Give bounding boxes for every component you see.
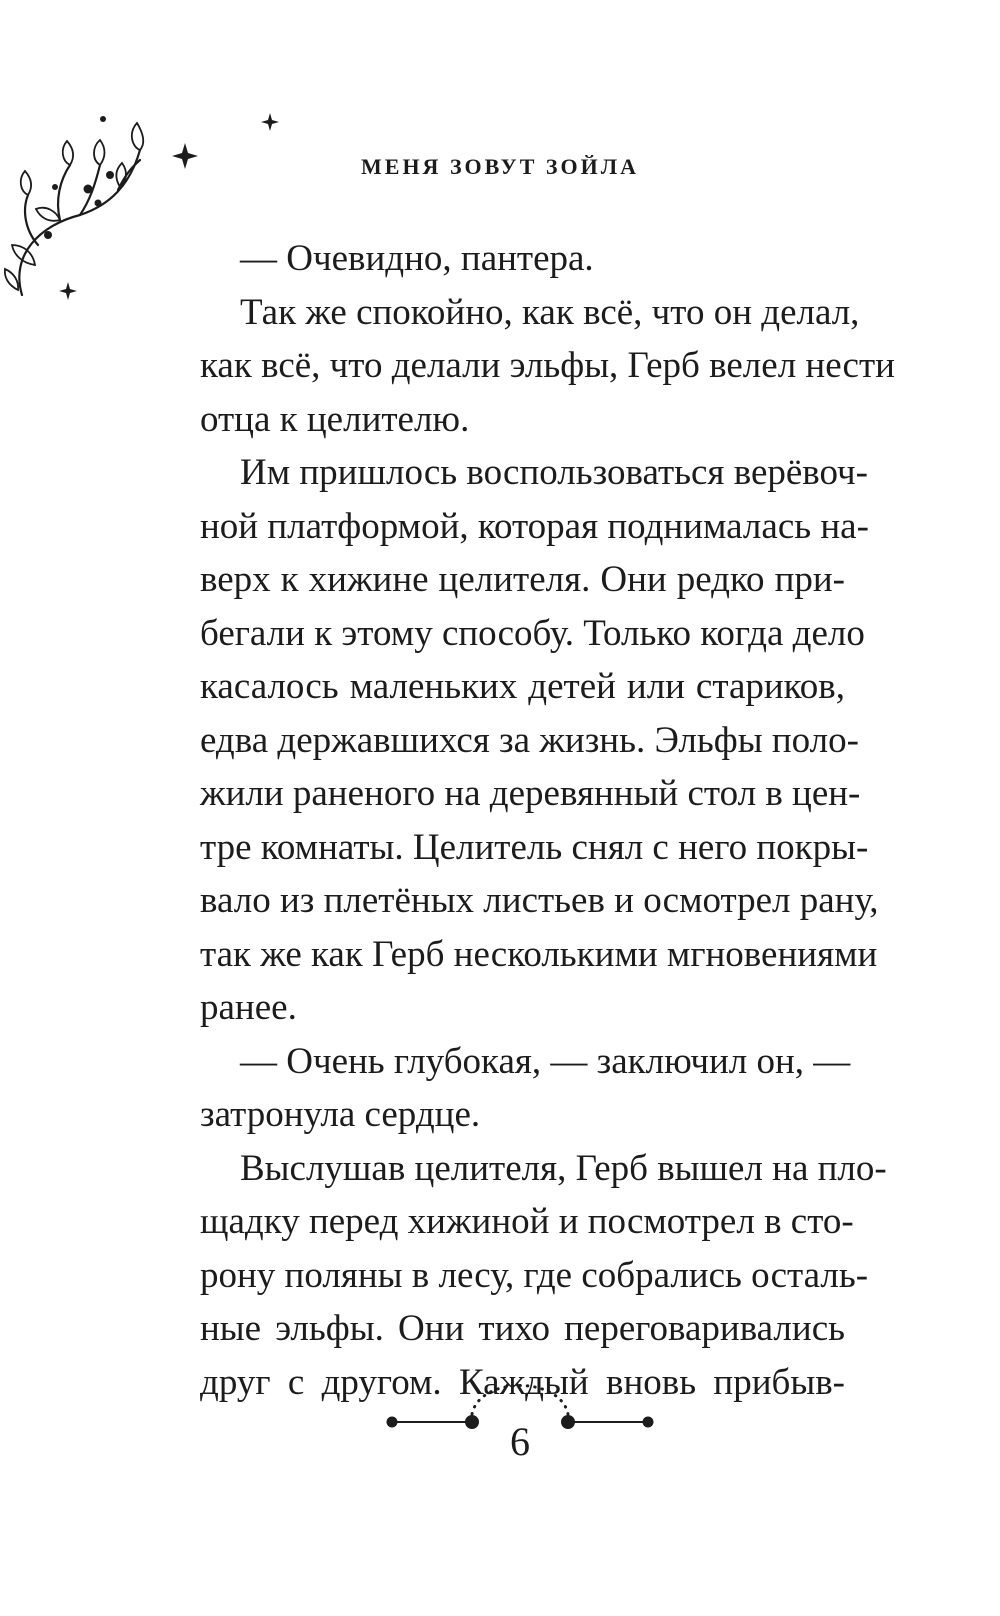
text-line: едва державшихся за жизнь. Эльфы поло- bbox=[200, 719, 859, 761]
text-line: как всё, что делали эльфы, Герб велел нести bbox=[200, 345, 895, 386]
page-number: 6 bbox=[510, 1419, 530, 1464]
text-line: Им пришлось воспользоваться верёвоч- bbox=[240, 452, 868, 493]
text-line: затронула сердце. bbox=[200, 1094, 481, 1135]
text-line: друг с другом. Каждый вновь прибыв- bbox=[200, 1361, 845, 1403]
text-line: касалось маленьких детей или стариков, bbox=[200, 666, 845, 707]
running-title: МЕНЯ ЗОВУТ ЗОЙЛА bbox=[361, 154, 639, 179]
text-line: — Очень глубокая, — заключил он, — bbox=[240, 1040, 851, 1082]
text-line: жили раненого на деревянный стол в цен- bbox=[200, 773, 861, 814]
text-line: Так же спокойно, как всё, что он делал, bbox=[240, 291, 860, 333]
text-line: так же как Герб несколькими мгновениями bbox=[200, 933, 878, 975]
text-line: бегали к этому способу. Только когда дело bbox=[200, 612, 865, 654]
text-line: отца к целителю. bbox=[200, 398, 470, 440]
text-line: ные эльфы. Они тихо переговаривались bbox=[200, 1308, 845, 1349]
text-line: Выслушав целителя, Герб вышел на пло- bbox=[240, 1147, 887, 1189]
text-line: вало из плетёных листьев и осмотрел рану, bbox=[200, 880, 879, 921]
body-text bbox=[200, 232, 895, 1409]
text-line: тре комнаты. Целитель снял с него покры- bbox=[200, 826, 869, 868]
text-line: верх к хижине целителя. Они редко при- bbox=[200, 559, 845, 600]
text-line: ранее. bbox=[200, 987, 297, 1028]
text-line: — Очевидно, пантера. bbox=[240, 238, 594, 279]
text-line: щадку перед хижиной и посмотрел в сто- bbox=[200, 1201, 854, 1242]
text-line: ной платформой, которая поднималась на- bbox=[200, 505, 869, 547]
text-line: рону поляны в лесу, где собрались осталь- bbox=[200, 1254, 869, 1296]
